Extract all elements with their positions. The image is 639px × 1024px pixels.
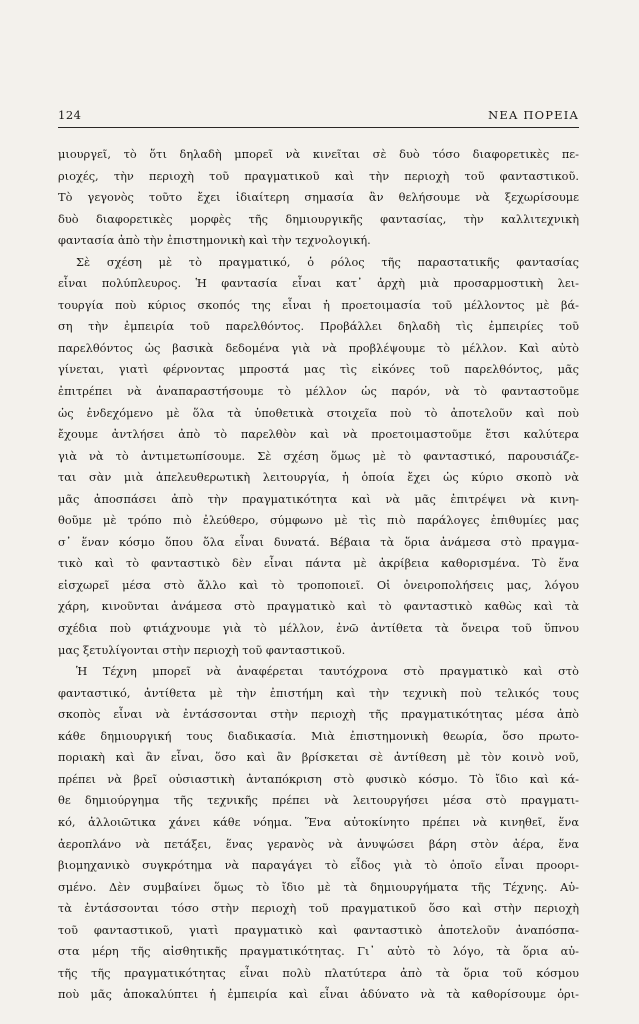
text-line: τῆς τῆς πραγματικότητας εἶναι πολὺ πλατύτερα ἀπὸ τὰ ὅρια τοῦ κόσμου <box>58 965 579 980</box>
text-line: βιομηχανικὸ συγκρότημα νὰ παραγάγει τὸ εἶδος γιὰ τὸ ὁποῖο εἶναι προορι- <box>58 858 579 873</box>
text-line: γιὰ νὰ τὸ ἀντιμετωπίσουμε. Σὲ σχέση ὅμως μὲ τὸ φανταστικό, παρουσιάζε- <box>58 448 579 463</box>
text-line: σχέδια ποὺ φτιάχνουμε γιὰ τὸ μέλλον, ἐνῶ ἀντίθετα τὰ ὄνειρα τοῦ ὕπνου <box>58 621 579 636</box>
text-line: ριοχές, τὴν περιοχὴ τοῦ πραγματικοῦ καὶ τὴν περιοχὴ τοῦ φανταστικοῦ. <box>58 168 579 183</box>
text-line: στα μέρη τῆς αἰσθητικῆς πραγματικότητας. Γι᾽ αὐτὸ τὸ λόγο, τὰ ὅρια αὐ- <box>58 944 579 959</box>
text-line: φανταστικό, ἀντίθετα μὲ τὴν ἐπιστήμη καὶ τὴν τεχνικὴ ποὺ τελικός τους <box>58 685 579 700</box>
text-line: μιουργεῖ, τὸ ὅτι δηλαδὴ μπορεῖ νὰ κινεῖται σὲ δυὸ τόσο διαφορετικὲς πε- <box>58 147 579 161</box>
text-line: κό, ἀλλοιῶτικα χάνει κάθε νόημα. Ἕνα αὐτοκίνητο πρέπει νὰ κινηθεῖ, ἕνα <box>58 814 579 829</box>
text-line: ται σὰν μιὰ ἀπελευθερωτικὴ λειτουργία, ἡ ὁποία ἔχει ὡς κύριο σκοπὸ νὰ <box>58 470 579 485</box>
text-line: ποριακὴ καὶ ἂν εἶναι, ὅσο καὶ ἂν βρίσκεται σὲ ἀντίθεση μὲ τὸν κοινὸ νοῦ, <box>58 750 579 765</box>
text-line: παρελθόντος ὡς βασικὰ δεδομένα γιὰ νὰ προβλέψουμε τὸ μέλλον. Καὶ αὐτὸ <box>58 340 579 355</box>
text-line: ὡς ἐνδεχόμενο μὲ ὅλα τὰ ὑποθετικὰ στοιχεῖα ποὺ τὸ ἀποτελοῦν καὶ ποὺ <box>58 405 579 420</box>
text-line: ποὺ μᾶς ἀποκαλύπτει ἡ ἐμπειρία καὶ εἶναι ἀδύνατο νὰ τὰ καθορίσουμε ὁρι- <box>58 987 579 1002</box>
text-line: Σὲ σχέση μὲ τὸ πραγματικό, ὁ ρόλος τῆς παραστατικῆς φαντασίας <box>76 254 579 269</box>
text-line: χάρη, κινοῦνται ἀνάμεσα στὸ πραγματικὸ καὶ τὸ φανταστικὸ καθὼς καὶ τὰ <box>58 599 579 614</box>
text-line: ἀεροπλάνο νὰ πετάξει, ἕνας γερανὸς νὰ ἀνυψώσει βάρη στὸν ἀέρα, ἕνα <box>58 836 579 851</box>
page-header <box>58 106 579 126</box>
text-line: εἰσχωρεῖ μέσα στὸ ἄλλο καὶ τὸ τροποποιεῖ. Οἱ ὀνειροπολήσεις μας, λόγου <box>58 577 579 592</box>
text-line: Τὸ γεγονὸς τοῦτο ἔχει ἰδιαίτερη σημασία ἂν θελήσουμε νὰ ξεχωρίσουμε <box>58 190 579 205</box>
text-line: μᾶς ἀποσπάσει ἀπὸ τὴν πραγματικότητα καὶ νὰ μᾶς ἐπιτρέψει νὰ κινη- <box>58 491 579 506</box>
text-line: τὰ ἐντάσσονται τόσο στὴν περιοχὴ τοῦ πραγματικοῦ ὅσο καὶ στὴν περιοχὴ <box>58 901 579 916</box>
text-line: τοῦ φανταστικοῦ, γιατὶ πραγματικὸ καὶ φανταστικὸ ἀποτελοῦν ἀναπόσπα- <box>58 922 579 937</box>
text-line: κάθε δημιουργική τους διαδικασία. Μιὰ ἐπιστημονικὴ θεωρία, ὅσο πρωτο- <box>58 728 579 743</box>
text-line: φαντασία ἀπὸ τὴν ἐπιστημονικὴ καὶ τὴν τεχνολογική. <box>58 233 371 248</box>
text-line: σμένο. Δὲν συμβαίνει ὅμως τὸ ἴδιο μὲ τὰ δημιουργήματα τῆς Τέχνης. Αὐ- <box>58 879 579 894</box>
text-line: θοῦμε μὲ τρόπο πιὸ ἐλεύθερο, σύμφωνο μὲ τὶς πιὸ παράλογες ἐπιθυμίες μας <box>58 513 579 528</box>
text-line: τικὸ καὶ τὸ φανταστικὸ δὲν εἶναι πάντα μὲ ἀκρίβεια καθορισμένα. Τὸ ἕνα <box>58 556 579 571</box>
text-line: Ἡ Τέχνη μπορεῖ νὰ ἀναφέρεται ταυτόχρονα στὸ πραγματικὸ καὶ στὸ <box>76 664 579 679</box>
text-line: ση τὴν ἐμπειρία τοῦ παρελθόντος. Προβάλλει δηλαδὴ τὶς ἐμπειρίες τοῦ <box>58 319 579 334</box>
text-line: μας ξετυλίγονται στὴν περιοχὴ τοῦ φανταστικοῦ. <box>58 642 346 657</box>
body-text <box>58 144 579 1006</box>
running-head: ΝΕΑ ΠΟΡΕΙΑ <box>488 108 579 122</box>
text-line: ἔχουμε ἀντλήσει ἀπὸ τὸ παρελθὸν καὶ νὰ προετοιμαστοῦμε ἔτσι καλύτερα <box>58 427 579 442</box>
text-line: τουργία ποὺ κύριος σκοπός της εἶναι ἡ προετοιμασία τοῦ μέλλοντος μὲ βά- <box>58 297 579 312</box>
text-line: δυὸ διαφορετικὲς μορφὲς τῆς δημιουργικῆς φαντασίας, τὴν καλλιτεχνικὴ <box>58 211 579 226</box>
text-line: εἶναι πολύπλευρος. Ἡ φαντασία εἶναι κατ᾽ ἀρχὴ μιὰ προσαρμοστικὴ λει- <box>58 276 579 291</box>
text-line: πρέπει νὰ βρεῖ οὐσιαστικὴ ἀνταπόκριση στὸ φυσικὸ κόσμο. Τὸ ἴδιο καὶ κά- <box>58 771 579 786</box>
page-number: 124 <box>58 108 82 122</box>
text-line: γίνεται, γιατὶ φέρνοντας μπροστά μας τὶς εἰκόνες τοῦ παρελθόντος, μᾶς <box>58 362 579 377</box>
text-line: σκοπὸς εἶναι νὰ ἐντάσσονται στὴν περιοχὴ τῆς πραγματικότητας μέσα ἀπὸ <box>58 707 579 722</box>
text-line: σ᾽ ἕναν κόσμο ὅπου ὅλα εἶναι δυνατά. Βέβαια τὰ ὅρια ἀνάμεσα στὸ πραγμα- <box>58 534 579 549</box>
text-line: ἐπιτρέπει νὰ ἀναπαραστήσουμε τὸ μέλλον ὡς παρόν, νὰ τὸ φανταστοῦμε <box>58 384 579 399</box>
text-line: θε δημιούργημα τῆς τεχνικῆς πρέπει νὰ λειτουργήσει μέσα στὸ πραγματι- <box>58 793 579 808</box>
header-rule <box>58 127 579 128</box>
